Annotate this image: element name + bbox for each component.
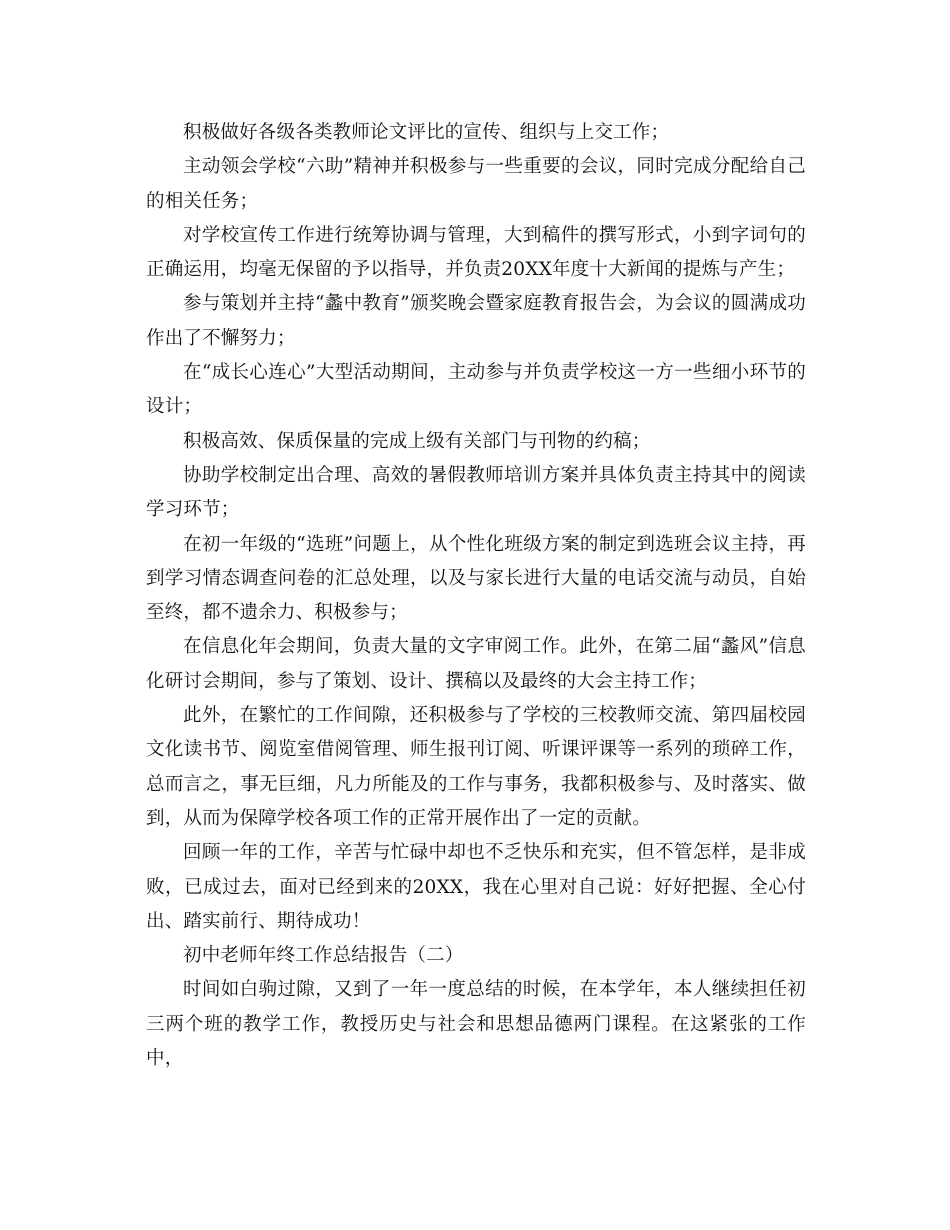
paragraph: 参与策划并主持“蠡中教育”颁奖晚会暨家庭教育报告会，为会议的圆满成功作出了不懈努力； (146, 293, 806, 349)
paragraph: 时间如白驹过隙，又到了一年一度总结的时候，在本学年，本人继续担任初三两个班的教学工作，教授历史与社会和思想品德两门课程。在这紧张的工作中， (146, 979, 806, 1070)
paragraph: 主动领会学校“六助”精神并积极参与一些重要的会议，同时完成分配给自己的相关任务； (146, 156, 806, 212)
paragraph: 对学校宣传工作进行统筹协调与管理，大到稿件的撰写形式，小到字词句的正确运用，均毫无保留的予以指导，并负责20XX年度十大新闻的提炼与产生； (146, 224, 806, 281)
section-heading: 初中老师年终工作总结报告（二） (183, 945, 464, 967)
paragraph: 积极高效、保质保量的完成上级有关部门与刊物的约稿； (183, 430, 651, 452)
paragraph: 此外，在繁忙的工作间隙，还积极参与了学校的三校教师交流、第四届校园文化读书节、阅览室借阅管理、师生报刊订阅、听课评课等一系列的琐碎工作，总而言之，事无巨细，凡力所能及的工作与事务，我都积极参与、及时落实、做到，从而为保障学校各项工作的正常开展作出了一定的贡献。 (146, 705, 806, 829)
paragraph: 在初一年级的“选班”问题上，从个性化班级方案的制定到选班会议主持，再到学习情态调查问卷的汇总处理，以及与家长进行大量的电话交流与动员，自始至终，都不遗余力、积极参与； (146, 533, 806, 624)
paragraph: 在信息化年会期间，负责大量的文字审阅工作。此外，在第二届“蠡风”信息化研讨会期间，参与了策划、设计、撰稿以及最终的大会主持工作； (146, 636, 806, 692)
paragraph: 在“成长心连心”大型活动期间，主动参与并负责学校这一方一些细小环节的设计； (146, 362, 806, 418)
document-body (146, 116, 806, 1076)
paragraph: 回顾一年的工作，辛苦与忙碌中却也不乏快乐和充实，但不管怎样，是非成败，已成过去，面对已经到来的20XX，我在心里对自己说：好好把握、全心付出、踏实前行、期待成功！ (146, 842, 806, 932)
paragraph: 积极做好各级各类教师论文评比的宣传、组织与上交工作； (183, 122, 670, 143)
paragraph: 协助学校制定出合理、高效的暑假教师培训方案并具体负责主持其中的阅读学习环节； (146, 464, 806, 521)
